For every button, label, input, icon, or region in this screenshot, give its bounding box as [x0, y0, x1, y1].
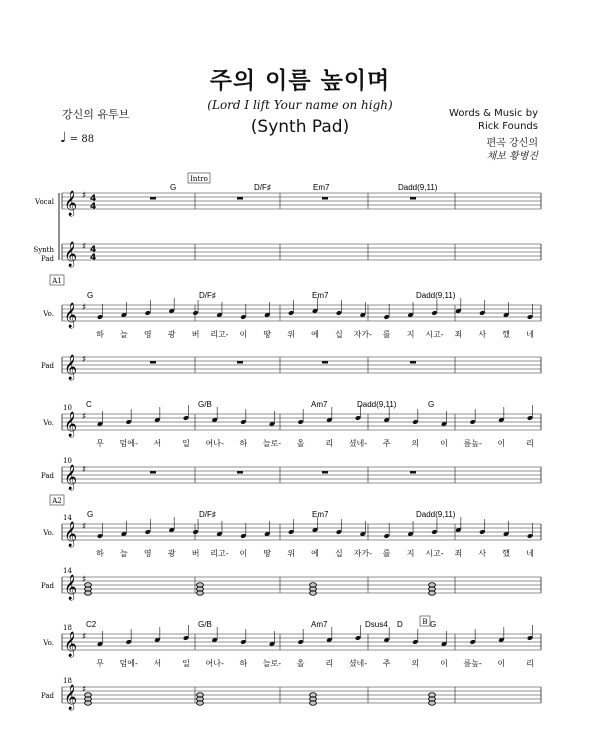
chord-symbol: Em7 [312, 291, 329, 300]
lyric-syllable: 덤에- [119, 439, 138, 448]
treble-clef-icon: 𝄞 [64, 685, 78, 710]
key-sharp-icon: ♯ [82, 303, 87, 313]
whole-rest [150, 361, 156, 364]
lyric-syllable: 늘로- [262, 659, 282, 668]
lyric-syllable: 했 [502, 549, 510, 558]
lyric-syllable: 이 [239, 549, 248, 558]
chord-symbol: Dadd(9,11) [398, 183, 438, 192]
staff-label-pad: Pad [40, 255, 54, 263]
lyric-syllable: 어나- [205, 439, 224, 448]
lyric-syllable: 사 [478, 330, 487, 339]
lyric-syllable: 일 [182, 439, 190, 448]
chord-symbol: D/F♯ [254, 183, 271, 192]
lyric-syllable: 어나- [205, 659, 224, 668]
staff-label-vo: Vo. [43, 639, 54, 647]
lyric-syllable: 늘 [120, 549, 128, 558]
lyric-syllable: 시고- [425, 549, 444, 558]
lyric-syllable: 이 [497, 659, 506, 668]
key-sharp-icon: ♯ [82, 242, 87, 252]
lyric-syllable: 주 [382, 659, 391, 668]
lyric-syllable: 리 [526, 659, 534, 668]
key-sharp-icon: ♯ [82, 632, 87, 642]
chord-symbol: Dadd(9,11) [416, 510, 456, 519]
lyric-syllable: 지 [406, 549, 415, 558]
staff-label-vocal: Vocal [35, 198, 54, 206]
measure-number: 18 [63, 624, 72, 632]
chord-symbol: Dadd(9,11) [416, 291, 456, 300]
lyric-syllable: 영 [143, 549, 152, 558]
treble-clef-icon: 𝄞 [64, 355, 78, 380]
credit-line: Words & Music by [449, 108, 538, 119]
lyric-syllable: 사 [478, 549, 487, 558]
key-sharp-icon: ♯ [82, 412, 87, 422]
time-sig-bottom: 4 [90, 253, 97, 263]
lyric-syllable: 름높- [463, 439, 482, 448]
part-name: (Synth Pad) [250, 117, 350, 137]
lyric-syllable: 올 [296, 439, 305, 448]
lyric-syllable: 무 [96, 659, 104, 668]
chord-symbol: G [428, 400, 435, 409]
tempo-value: = 88 [69, 134, 95, 145]
lyric-syllable: 서 [153, 659, 162, 668]
lyric-syllable: 십 [335, 330, 343, 339]
lyric-syllable: 죄 [454, 549, 463, 558]
staff-label-pad: Pad [40, 472, 54, 480]
lyric-syllable: 버 [191, 330, 200, 339]
lyric-syllable: 자가- [353, 330, 372, 339]
whole-rest [322, 197, 328, 200]
lyric-syllable: 의 [411, 659, 420, 668]
staff-label-pad: Pad [40, 582, 54, 590]
lyric-syllable: 하 [96, 549, 104, 558]
lyric-syllable: 네 [526, 549, 534, 558]
treble-clef-icon: 𝄞 [64, 242, 78, 267]
whole-rest [410, 361, 416, 364]
lyric-syllable: 광 [167, 549, 176, 558]
treble-clef-icon: 𝄞 [64, 465, 78, 490]
key-sharp-icon: ♯ [82, 575, 87, 585]
rehearsal-intro: Intro [190, 175, 208, 183]
lyric-syllable: 영 [143, 330, 152, 339]
lyric-syllable: 리 [526, 439, 534, 448]
lyric-syllable: 위 [287, 330, 295, 339]
rehearsal-mark: B [422, 618, 428, 626]
lyric-syllable: 늘 [120, 330, 128, 339]
lyric-syllable: 버 [191, 549, 200, 558]
lyric-syllable: 에 [311, 330, 319, 339]
measure-number: 14 [63, 514, 72, 522]
lyric-syllable: 를 [382, 330, 391, 339]
lyric-syllable: 땅 [263, 330, 272, 339]
chord-symbol: Em7 [313, 183, 330, 192]
lyric-syllable: 름높- [463, 659, 482, 668]
chord-symbol: Dadd(9,11) [357, 400, 397, 409]
treble-clef-icon: 𝄞 [64, 303, 78, 328]
chord-symbol: Am7 [311, 620, 328, 629]
lyric-syllable: 주 [382, 439, 391, 448]
chord-symbol: D/F♯ [199, 291, 216, 300]
staff-label-synth: Synth [33, 246, 54, 254]
whole-rest [237, 471, 243, 474]
lyric-syllable: 덤에- [119, 659, 138, 668]
treble-clef-icon: 𝄞 [64, 412, 78, 437]
lyric-syllable: 땅 [263, 549, 272, 558]
whole-rest [237, 197, 243, 200]
chord-symbol: D [397, 620, 403, 629]
chord-symbol: G [87, 291, 94, 300]
lyric-syllable: 자가- [353, 549, 372, 558]
lyric-syllable: 이 [497, 439, 506, 448]
whole-rest [150, 197, 156, 200]
quarter-note-icon: ♩ [60, 130, 67, 146]
lyric-syllable: 일 [182, 659, 190, 668]
lyric-syllable: 리고- [210, 549, 229, 558]
staff-label-vo: Vo. [43, 310, 54, 318]
song-title: 주의 이름 높이며 [209, 68, 391, 94]
lyric-syllable: 하 [96, 330, 104, 339]
rehearsal-mark: A1 [52, 277, 62, 285]
lyric-syllable: 리 [325, 659, 334, 668]
key-sharp-icon: ♯ [82, 465, 87, 475]
key-sharp-icon: ♯ [82, 191, 87, 201]
rehearsal-mark: A2 [52, 497, 62, 505]
staff-label-pad: Pad [40, 692, 54, 700]
lyric-syllable: 서 [153, 439, 162, 448]
lyric-syllable: 네 [526, 330, 534, 339]
chord-symbol: D/F♯ [199, 510, 216, 519]
chord-symbol: G [430, 620, 437, 629]
credit-line: 편곡 강신의 [486, 138, 538, 149]
lyric-syllable: 지 [406, 330, 415, 339]
chord-symbol: G [170, 183, 177, 192]
treble-clef-icon: 𝄞 [64, 522, 78, 547]
whole-rest [410, 471, 416, 474]
lyric-syllable: 십 [335, 549, 343, 558]
time-sig-bottom: 4 [90, 202, 97, 212]
key-sharp-icon: ♯ [82, 522, 87, 532]
lyric-syllable: 리 [325, 439, 334, 448]
whole-rest [237, 361, 243, 364]
measure-number: 10 [63, 404, 72, 412]
treble-clef-icon: 𝄞 [64, 191, 78, 216]
key-sharp-icon: ♯ [82, 355, 87, 365]
whole-rest [322, 471, 328, 474]
credit-line: 채보 황병진 [486, 151, 538, 162]
time-sig-top: 4 [90, 194, 97, 204]
channel-name: 강신의 유투브 [62, 108, 130, 121]
whole-rest [322, 361, 328, 364]
chord-symbol: Am7 [311, 400, 328, 409]
staff-label-pad: Pad [40, 362, 54, 370]
lyric-syllable: 의 [411, 439, 420, 448]
whole-rest [150, 471, 156, 474]
lyric-syllable: 셨네- [348, 659, 368, 668]
chord-symbol: G/B [198, 400, 212, 409]
staff-label-vo: Vo. [43, 529, 54, 537]
lyric-syllable: 했 [502, 330, 510, 339]
lyric-syllable: 이 [440, 659, 448, 668]
lyric-syllable: 에 [311, 549, 319, 558]
key-sharp-icon: ♯ [82, 685, 87, 695]
lyric-syllable: 죄 [454, 330, 463, 339]
measure-number: 10 [63, 457, 72, 465]
chord-symbol: C [86, 400, 92, 409]
lyric-syllable: 하 [239, 439, 248, 448]
chord-symbol: G [87, 510, 94, 519]
chord-symbol: C2 [86, 620, 97, 629]
lyric-syllable: 위 [287, 549, 295, 558]
lyric-syllable: 리고- [210, 330, 229, 339]
lyric-syllable: 이 [239, 330, 248, 339]
measure-number: 14 [63, 567, 72, 575]
credit-line: Rick Founds [478, 121, 538, 132]
chord-symbol: Dsus4 [365, 620, 388, 629]
lyric-syllable: 이 [440, 439, 448, 448]
lyric-syllable: 하 [239, 659, 248, 668]
staff-label-vo: Vo. [43, 419, 54, 427]
lyric-syllable: 올 [296, 659, 305, 668]
song-subtitle: (Lord I lift Your name on high) [207, 98, 393, 112]
lyric-syllable: 무 [96, 439, 104, 448]
lyric-syllable: 를 [382, 549, 391, 558]
chord-symbol: G/B [198, 620, 212, 629]
chord-symbol: Em7 [312, 510, 329, 519]
whole-rest [410, 197, 416, 200]
lyric-syllable: 늘로- [262, 439, 282, 448]
lyric-syllable: 시고- [425, 330, 444, 339]
treble-clef-icon: 𝄞 [64, 575, 78, 600]
lyric-syllable: 광 [167, 330, 176, 339]
treble-clef-icon: 𝄞 [64, 632, 78, 657]
time-sig-top: 4 [90, 245, 97, 255]
lyric-syllable: 셨네- [348, 439, 368, 448]
measure-number: 18 [63, 677, 72, 685]
